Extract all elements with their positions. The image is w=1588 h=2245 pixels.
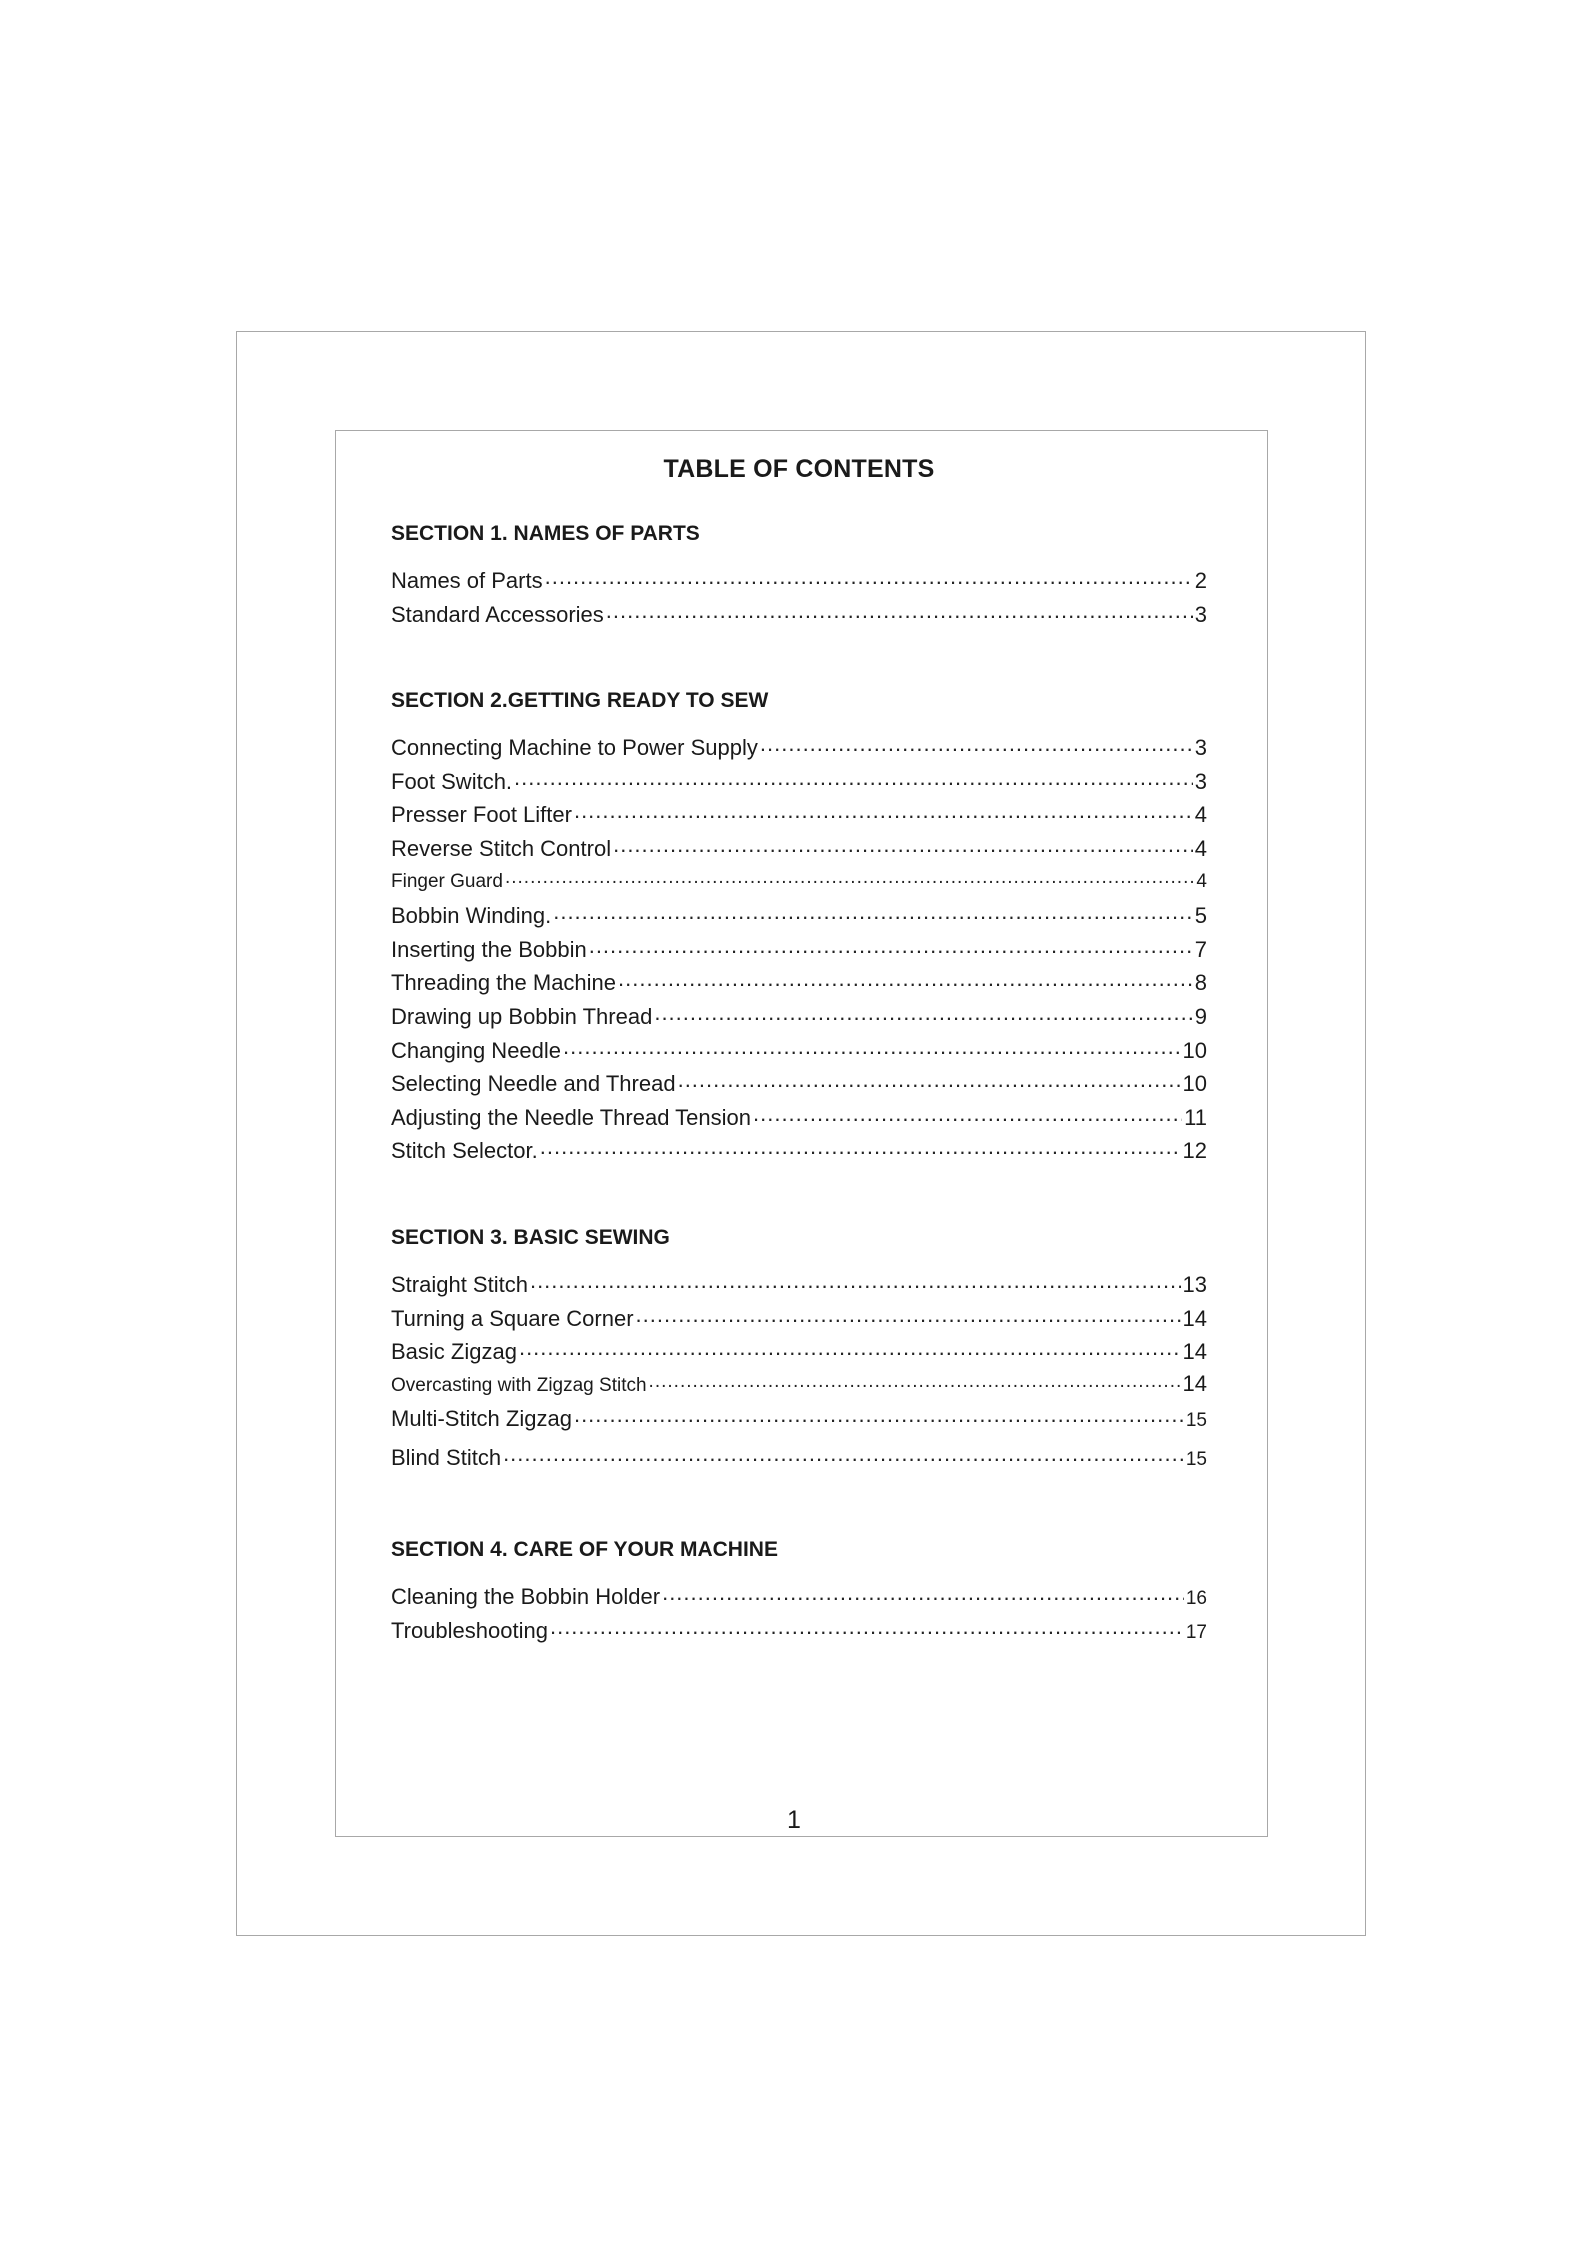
dot-leader — [514, 767, 1193, 789]
section-basic-sewing — [391, 1226, 1207, 1482]
toc-entry-connecting-power[interactable] — [391, 733, 1207, 767]
entry-label: Cleaning the Bobbin Holder — [391, 1584, 661, 1610]
entry-page: 12 — [1182, 1138, 1207, 1164]
dot-leader — [654, 1002, 1192, 1024]
entry-page: 7 — [1194, 936, 1207, 962]
toc-entry-changing-needle[interactable] — [391, 1036, 1207, 1070]
dot-leader — [545, 566, 1193, 588]
section-heading: SECTION 3. BASIC SEWING — [391, 1225, 670, 1249]
entry-label: Stitch Selector. — [391, 1138, 538, 1164]
dot-leader — [563, 1036, 1180, 1058]
entry-page: 10 — [1182, 1037, 1207, 1063]
entry-label: Threading the Machine — [391, 970, 617, 996]
toc-entry-finger-guard[interactable] — [391, 868, 1207, 902]
dot-leader — [574, 800, 1193, 822]
entry-label: Bobbin Winding. — [391, 903, 552, 929]
toc-entry-standard-accessories[interactable] — [391, 600, 1207, 634]
toc-entry-presser-foot-lifter[interactable] — [391, 800, 1207, 834]
toc-entry-selecting-needle-thread[interactable] — [391, 1069, 1207, 1103]
toc-entry-stitch-selector[interactable] — [391, 1136, 1207, 1170]
toc-title: TABLE OF CONTENTS — [663, 455, 935, 483]
entry-label: Presser Foot Lifter — [391, 802, 572, 828]
entry-page: 14 — [1182, 1339, 1207, 1365]
toc-entry-thread-tension[interactable] — [391, 1103, 1207, 1137]
entry-label: Turning a Square Corner — [391, 1305, 634, 1331]
dot-leader — [550, 1616, 1184, 1638]
dot-leader — [760, 733, 1193, 755]
entry-label: Foot Switch. — [391, 768, 513, 794]
entry-page: 10 — [1182, 1071, 1207, 1097]
entry-page: 11 — [1184, 1104, 1207, 1130]
entry-label: Adjusting the Needle Thread Tension — [391, 1104, 751, 1130]
section-heading: SECTION 2.GETTING READY TO SEW — [391, 689, 769, 713]
dot-leader — [649, 1372, 1181, 1391]
entry-label: Overcasting with Zigzag Stitch — [391, 1374, 647, 1396]
dot-leader — [574, 1404, 1184, 1426]
entry-page: 17 — [1185, 1621, 1207, 1643]
toc-entry-basic-zigzag[interactable] — [391, 1337, 1207, 1371]
dot-leader — [519, 1337, 1181, 1359]
entry-page: 14 — [1182, 1370, 1207, 1396]
toc-entry-reverse-stitch[interactable] — [391, 834, 1207, 868]
entry-label: Troubleshooting — [391, 1617, 548, 1643]
toc-entry-inserting-bobbin[interactable] — [391, 935, 1207, 969]
section-heading: SECTION 4. CARE OF YOUR MACHINE — [391, 1538, 778, 1562]
toc-content — [391, 455, 1207, 1705]
toc-entry-names-of-parts[interactable] — [391, 566, 1207, 600]
entry-page: 4 — [1196, 870, 1207, 892]
entry-page: 15 — [1185, 1449, 1207, 1471]
entry-label: Selecting Needle and Thread — [391, 1071, 676, 1097]
entry-label: Names of Parts — [391, 568, 543, 593]
dot-leader — [530, 1270, 1181, 1292]
dot-leader — [613, 834, 1193, 856]
entry-page: 16 — [1185, 1588, 1207, 1610]
entry-page: 8 — [1194, 970, 1207, 996]
dot-leader — [589, 935, 1193, 957]
toc-entry-blind-stitch[interactable] — [391, 1443, 1207, 1482]
dot-leader — [503, 1443, 1184, 1465]
entry-page: 3 — [1194, 768, 1207, 794]
entry-page: 4 — [1194, 802, 1207, 828]
section-getting-ready — [391, 689, 1207, 1170]
toc-entry-multi-stitch-zigzag[interactable] — [391, 1404, 1207, 1443]
dot-leader — [678, 1069, 1181, 1091]
entry-page: 5 — [1194, 903, 1207, 929]
entry-label: Multi-Stitch Zigzag — [391, 1406, 572, 1432]
entry-label: Drawing up Bobbin Thread — [391, 1003, 653, 1029]
toc-entry-square-corner[interactable] — [391, 1304, 1207, 1338]
dot-leader — [753, 1103, 1182, 1125]
entry-label: Connecting Machine to Power Supply — [391, 735, 758, 761]
entry-page: 3 — [1194, 601, 1207, 627]
entry-page: 14 — [1182, 1305, 1207, 1331]
dot-leader — [505, 868, 1194, 887]
toc-entry-drawing-bobbin-thread[interactable] — [391, 1002, 1207, 1036]
entry-page: 15 — [1185, 1410, 1207, 1432]
entry-label: Inserting the Bobbin — [391, 936, 587, 962]
entry-label: Standard Accessories — [391, 601, 604, 627]
entry-page: 13 — [1182, 1271, 1207, 1297]
toc-entry-troubleshooting[interactable] — [391, 1616, 1207, 1650]
entry-page: 9 — [1194, 1003, 1207, 1029]
dot-leader — [662, 1582, 1184, 1604]
section-names-of-parts — [391, 522, 1207, 633]
entry-label: Basic Zigzag — [391, 1339, 517, 1365]
toc-entry-threading-machine[interactable] — [391, 968, 1207, 1002]
dot-leader — [618, 968, 1193, 990]
toc-entry-overcasting-zigzag[interactable] — [391, 1371, 1207, 1405]
entry-page: 2 — [1194, 568, 1207, 593]
entry-label: Blind Stitch — [391, 1445, 502, 1471]
toc-entry-cleaning-bobbin-holder[interactable] — [391, 1582, 1207, 1616]
toc-entry-foot-switch[interactable] — [391, 767, 1207, 801]
entry-label: Straight Stitch — [391, 1271, 528, 1297]
entry-page: 3 — [1194, 735, 1207, 761]
toc-entry-bobbin-winding[interactable] — [391, 901, 1207, 935]
section-care-of-machine — [391, 1538, 1207, 1649]
entry-label: Changing Needle — [391, 1037, 562, 1063]
section-heading: SECTION 1. NAMES OF PARTS — [391, 522, 700, 545]
entry-page: 4 — [1194, 835, 1207, 861]
dot-leader — [540, 1136, 1181, 1158]
dot-leader — [636, 1304, 1181, 1326]
page-number: 1 — [787, 1806, 801, 1834]
toc-entry-straight-stitch[interactable] — [391, 1270, 1207, 1304]
dot-leader — [553, 901, 1193, 923]
entry-label: Reverse Stitch Control — [391, 835, 612, 861]
entry-label: Finger Guard — [391, 870, 503, 892]
dot-leader — [606, 600, 1193, 622]
